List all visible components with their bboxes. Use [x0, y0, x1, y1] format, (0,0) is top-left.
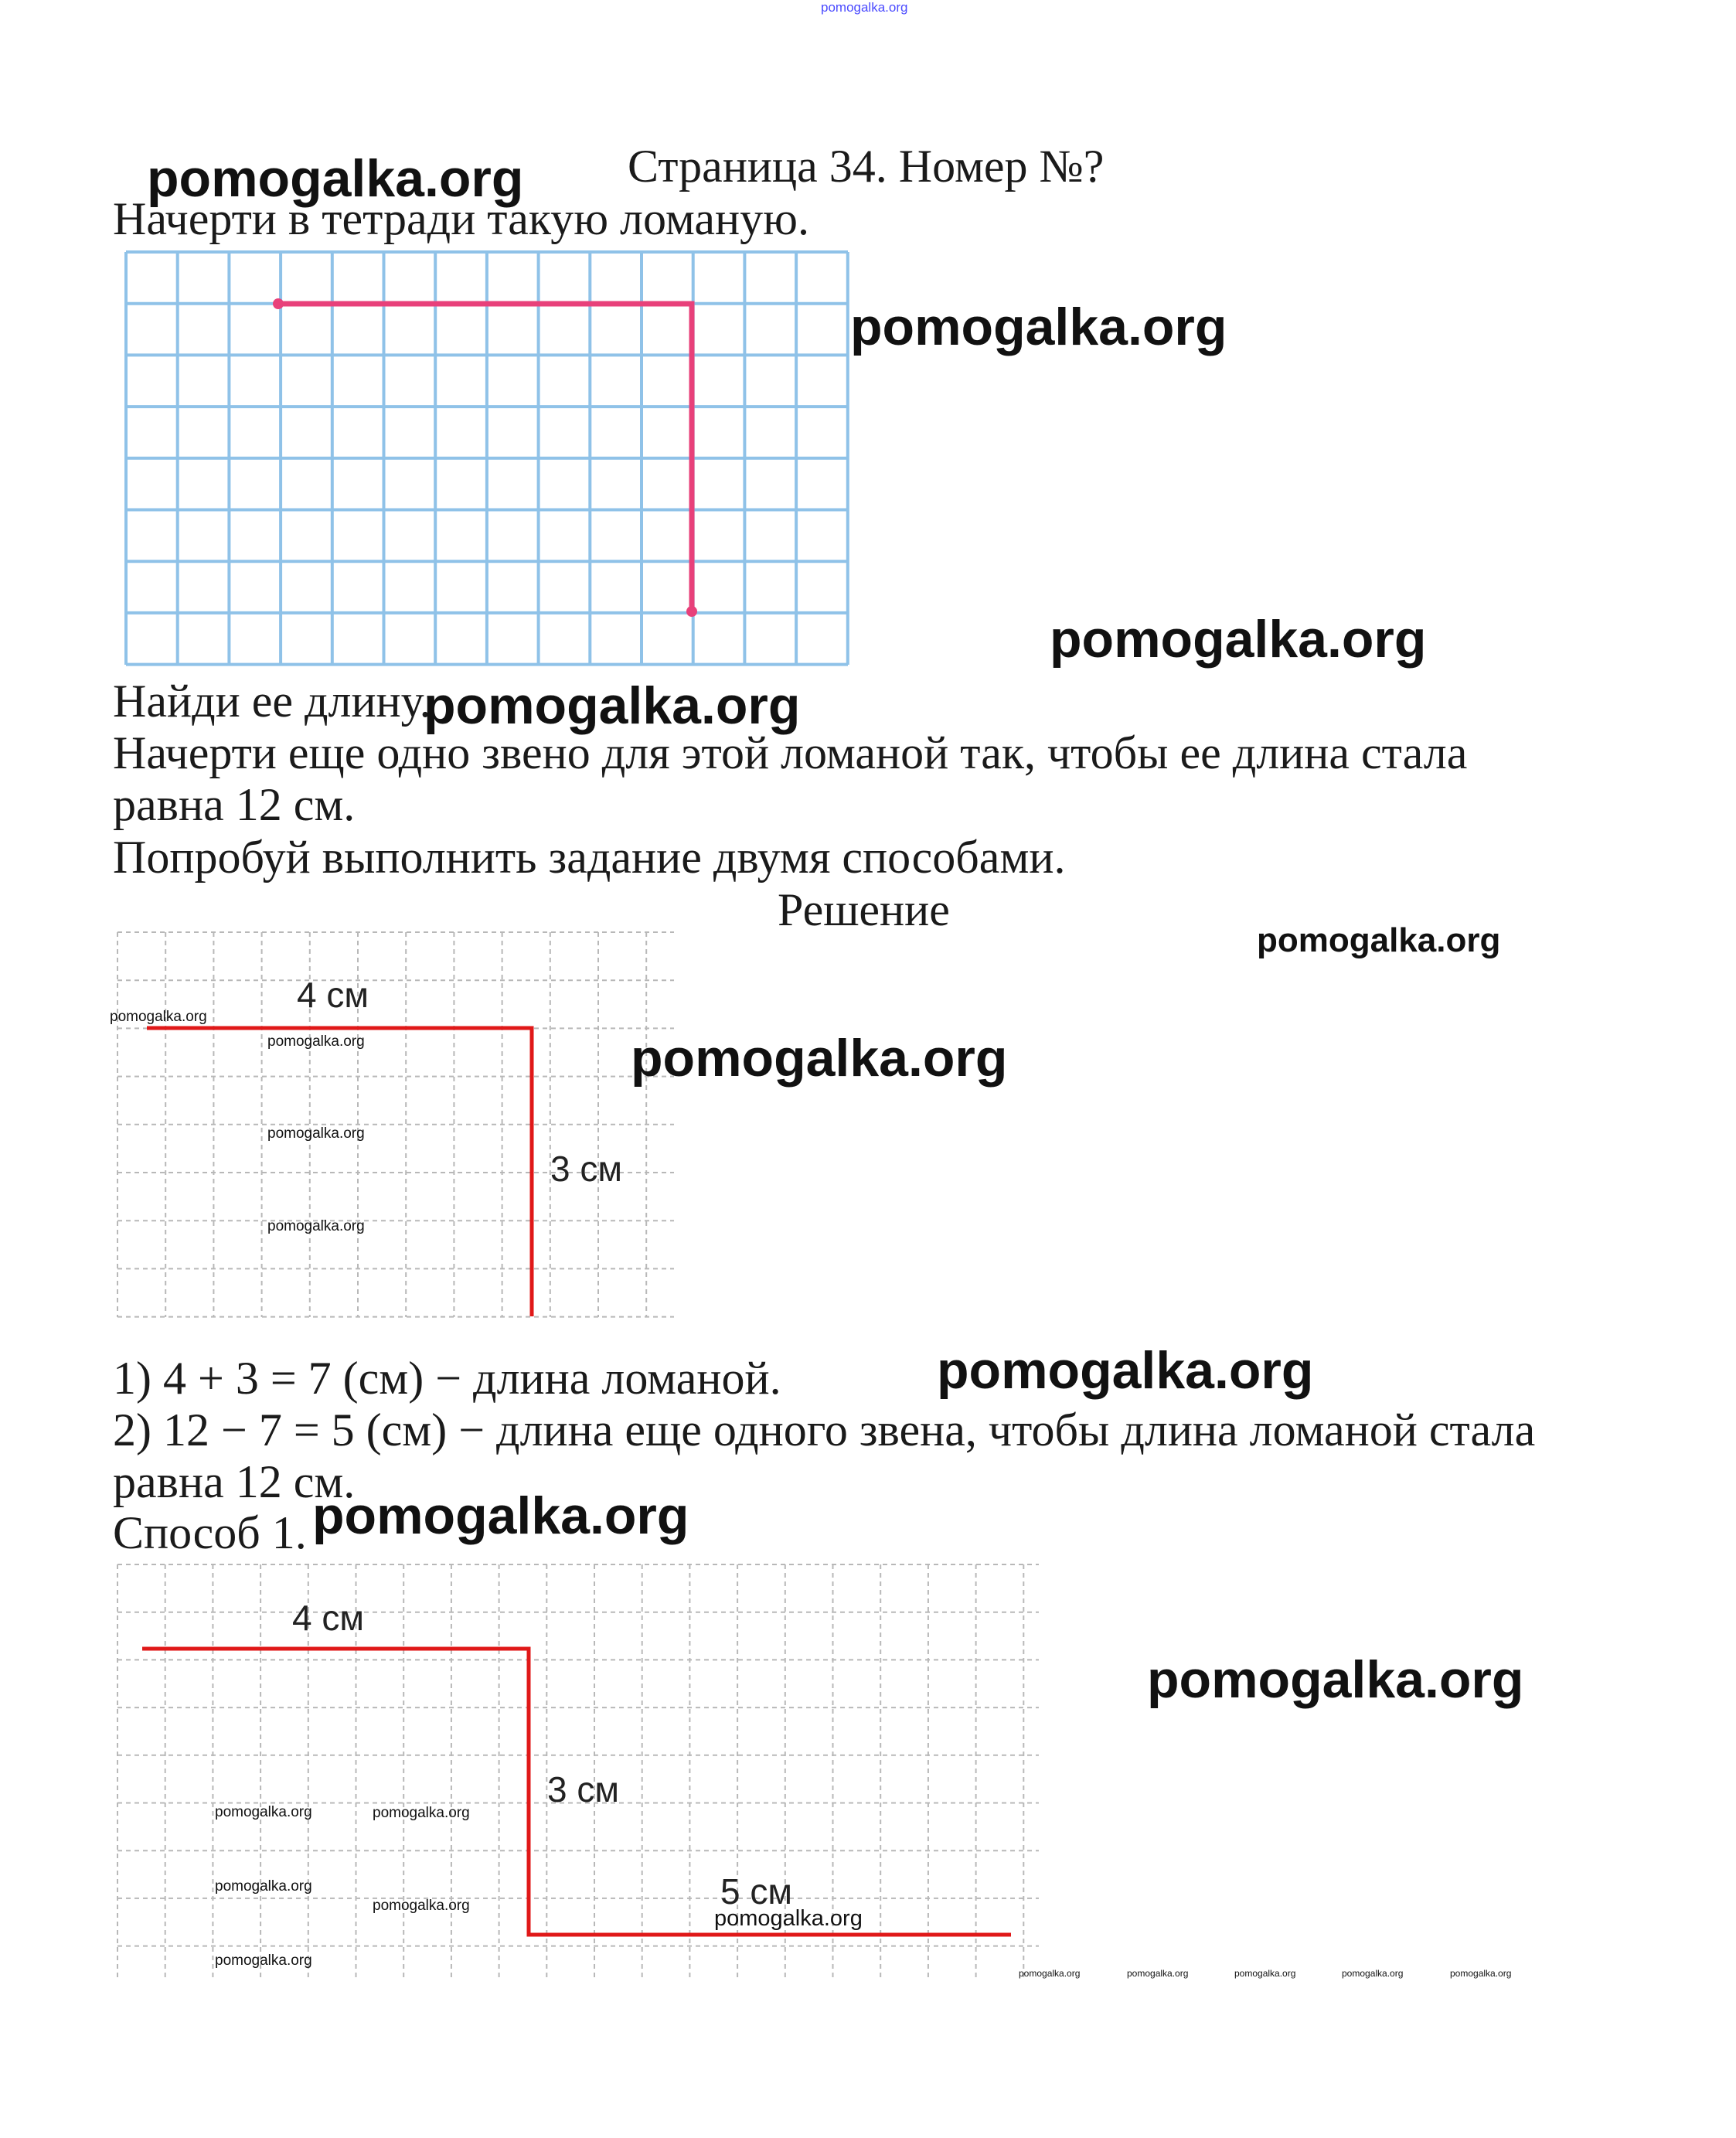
- watermark: pomogalka.org: [267, 1218, 365, 1234]
- watermark: pomogalka.org: [1450, 1968, 1512, 1979]
- watermark: pomogalka.org: [215, 1952, 312, 1969]
- polyline-start-point: [273, 298, 284, 309]
- watermark: pomogalka.org: [1147, 1650, 1524, 1709]
- segment-label-4cm: 4 см: [297, 975, 369, 1015]
- segment-label-4cm: 4 см: [292, 1598, 364, 1638]
- watermark: pomogalka.org: [312, 1486, 689, 1545]
- watermark: pomogalka.org: [215, 1804, 312, 1820]
- page-title: Страница 34. Номер №?: [628, 141, 1105, 192]
- task-line-4: равна 12 см.: [113, 779, 356, 830]
- watermark: pomogalka.org: [373, 1898, 470, 1914]
- watermark: pomogalka.org: [267, 1033, 365, 1050]
- watermark: pomogalka.org: [267, 1125, 365, 1142]
- watermark: pomogalka.org: [1257, 921, 1501, 959]
- watermark: pomogalka.org: [850, 298, 1227, 356]
- task-line-5: Попробуй выполнить задание двумя способами.: [113, 832, 1066, 883]
- figure-2-grid: [114, 928, 679, 1322]
- solution-step-2: 2) 12 − 7 = 5 (см) − длина еще одного звена, чтобы длина ломаной стала: [113, 1404, 1536, 1455]
- solution-heading: Решение: [778, 884, 950, 935]
- watermark: pomogalka.org: [631, 1029, 1008, 1088]
- watermark: pomogalka.org: [1019, 1968, 1081, 1979]
- task-line-1: Начерти в тетради такую ломаную.: [113, 193, 809, 244]
- watermark: pomogalka.org: [424, 676, 801, 735]
- task-line-3: Начерти еще одно звено для этой ломаной так, чтобы ее длина стала: [113, 727, 1468, 778]
- watermark: pomogalka.org: [937, 1341, 1314, 1400]
- task-line-2: Найди ее длину.: [113, 676, 431, 727]
- watermark: pomogalka.org: [1234, 1968, 1296, 1979]
- watermark: pomogalka.org: [110, 1009, 207, 1025]
- watermark: pomogalka.org: [215, 1878, 312, 1895]
- segment-label-3cm: 3 см: [547, 1769, 619, 1809]
- watermark: pomogalka.org: [147, 149, 524, 208]
- method-1-label: Способ 1.: [113, 1507, 307, 1558]
- polyline-end-point: [686, 606, 697, 617]
- solution-step-2-continued: равна 12 см.: [113, 1456, 356, 1507]
- top-watermark: pomogalka.org: [821, 0, 908, 15]
- segment-label-5cm: 5 см: [720, 1871, 792, 1912]
- solution-step-1: 1) 4 + 3 = 7 (см) − длина ломаной.: [113, 1353, 781, 1404]
- watermark: pomogalka.org: [1050, 610, 1427, 669]
- watermark: pomogalka.org: [373, 1805, 470, 1821]
- watermark: pomogalka.org: [1127, 1968, 1189, 1979]
- segment-label-3cm: 3 см: [550, 1149, 622, 1189]
- watermark: pomogalka.org: [714, 1906, 863, 1931]
- figure-1-grid: [120, 246, 854, 671]
- watermark: pomogalka.org: [1342, 1968, 1404, 1979]
